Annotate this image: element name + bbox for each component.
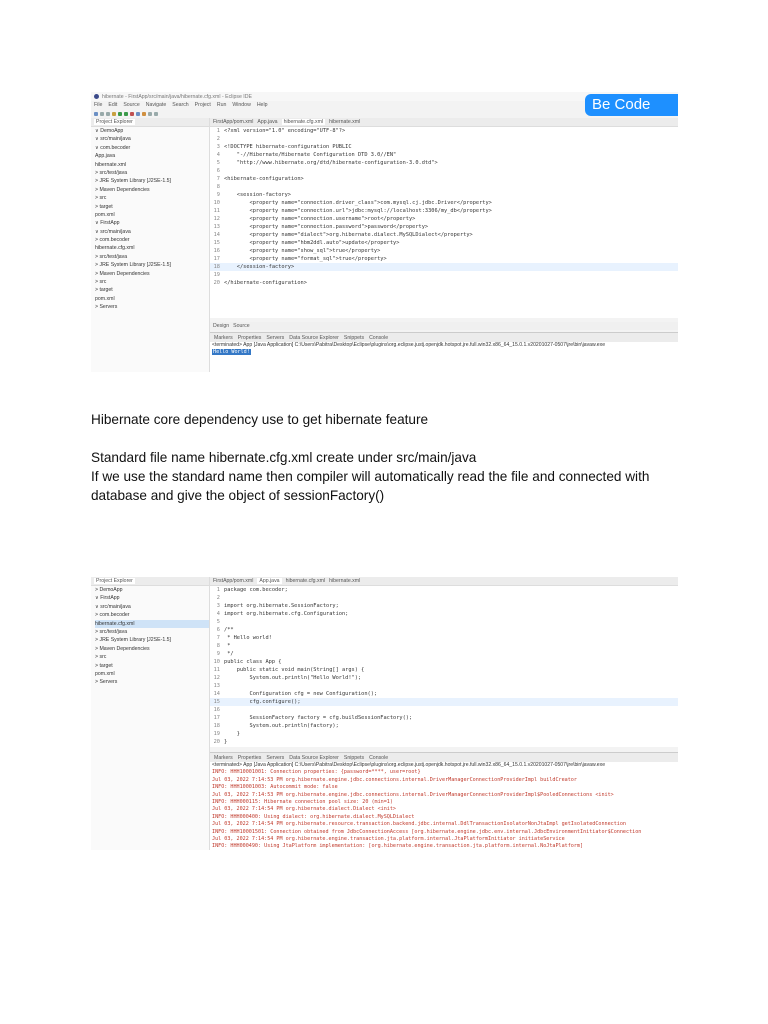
tree-item[interactable]: > target — [95, 203, 113, 210]
code-editor — [210, 577, 678, 747]
console-panel — [210, 332, 678, 372]
menu-navigate[interactable]: Navigate — [145, 102, 167, 108]
tab-servers[interactable]: Servers — [266, 754, 285, 761]
tab-project-explorer[interactable]: Project Explorer — [96, 119, 133, 125]
tree-item[interactable]: ∨ FirstApp — [95, 595, 120, 602]
code-text: <!DOCTYPE hibernate-configuration PUBLIC — [224, 144, 352, 150]
code-text: cfg.configure(); — [224, 699, 301, 705]
code-line[interactable] — [210, 730, 678, 738]
code-line[interactable] — [210, 610, 678, 618]
code-text: <session-factory> — [224, 192, 291, 198]
tab-properties[interactable]: Properties — [237, 754, 262, 761]
code-text: package com.becoder; — [224, 587, 288, 593]
code-line[interactable] — [210, 690, 678, 698]
save-icon[interactable] — [100, 112, 104, 116]
code-line[interactable] — [210, 279, 678, 287]
code-text: </session-factory> — [224, 264, 295, 270]
project-explorer-tabbar — [91, 118, 209, 127]
code-text: <property name="connection.url">jdbc:mysql://localhost:3306/my_db</property> — [224, 208, 492, 214]
console-line: INFO: HHH000400: Using dialect: org.hibernate.dialect.MySQLDialect — [212, 813, 415, 820]
tree-item[interactable]: > target — [95, 662, 113, 669]
tree-item[interactable]: > com.becoder — [95, 237, 130, 244]
search-icon[interactable] — [136, 112, 140, 116]
code-text: /** — [224, 627, 234, 633]
console-line: INFO: HHH000115: Hibernate connection pool size: 20 (min=1) — [212, 798, 393, 805]
editor-tab-active[interactable]: hibernate.cfg.xml — [283, 119, 324, 125]
tree-item[interactable]: ∨ src/main/java — [95, 228, 131, 235]
code-area[interactable] — [210, 127, 678, 287]
code-editor — [210, 118, 678, 318]
console-output — [210, 349, 678, 356]
code-area[interactable] — [210, 586, 678, 746]
line-number: 18 — [213, 723, 220, 729]
line-number: 12 — [213, 675, 220, 681]
editor-tabbar — [210, 577, 678, 586]
line-number: 1 — [216, 587, 220, 593]
tree-item[interactable]: > src — [95, 654, 107, 661]
design-source-tabs — [210, 322, 678, 330]
code-line[interactable] — [210, 247, 678, 255]
code-text: <property name="show_sql">true</property> — [224, 248, 381, 254]
run-icon[interactable] — [124, 112, 128, 116]
back-icon[interactable] — [148, 112, 152, 116]
code-text: <hibernate-configuration> — [224, 176, 304, 182]
menu-edit[interactable]: Edit — [108, 102, 118, 108]
tree-item[interactable]: ∨ com.becoder — [95, 144, 131, 151]
eclipse-screenshot-xml-config — [91, 92, 678, 372]
code-line[interactable] — [210, 183, 678, 191]
project-explorer — [91, 577, 210, 850]
editor-tab[interactable]: FirstApp/pom.xml — [213, 119, 254, 125]
console-line: INFO: HHH000490: Using JtaPlatform implementation: [org.hibernate.engine.transaction.jta.platform.internal.NoJtaPlatform] — [212, 843, 584, 850]
tree-item[interactable]: > src/test/java — [95, 253, 128, 260]
tab-source[interactable]: Source — [233, 323, 250, 329]
code-line[interactable] — [210, 682, 678, 690]
code-line[interactable] — [210, 143, 678, 151]
code-line[interactable] — [210, 127, 678, 135]
tree-item[interactable]: > com.becoder — [95, 612, 130, 619]
tree-item[interactable]: > JRE System Library [J2SE-1.5] — [95, 262, 171, 269]
code-line[interactable] — [210, 714, 678, 722]
tree-item[interactable]: > DemoApp — [95, 587, 123, 593]
line-number: 20 — [213, 739, 220, 745]
code-line[interactable] — [210, 586, 678, 594]
code-line[interactable] — [210, 191, 678, 199]
tree-item[interactable]: ∨ src/main/java — [95, 603, 131, 610]
code-line[interactable] — [210, 215, 678, 223]
tree-item-selected[interactable]: hibernate.cfg.xml — [95, 620, 209, 628]
code-line[interactable] — [210, 167, 678, 175]
line-number: 11 — [213, 208, 220, 214]
line-number: 2 — [216, 595, 220, 601]
editor-tab[interactable]: FirstApp/pom.xml — [213, 578, 254, 584]
console-line: Jul 03, 2022 7:14:54 PM org.hibernate.engine.transaction.jta.platform.internal.JtaPlatformInitiator initiateService — [212, 835, 565, 842]
line-number: 17 — [213, 715, 220, 721]
tree-item[interactable]: > src — [95, 279, 107, 286]
line-number: 16 — [213, 707, 220, 713]
code-text: * — [224, 643, 231, 649]
code-line[interactable] — [210, 255, 678, 263]
editor-tab[interactable]: hibernate.cfg.xml — [285, 578, 326, 584]
tab-design[interactable]: Design — [213, 323, 230, 329]
code-text: public class App { — [224, 659, 282, 665]
tree-item[interactable]: > src — [95, 195, 107, 202]
code-text: */ — [224, 651, 234, 657]
code-line[interactable] — [210, 199, 678, 207]
code-text: <property name="connection.driver_class">com.mysql.cj.jdbc.Driver</property> — [224, 200, 492, 206]
code-text: * Hello world! — [224, 635, 272, 641]
eclipse-screenshot-app-java — [91, 577, 678, 850]
code-text: public static void main(String[] args) { — [224, 667, 365, 673]
tab-snippets[interactable]: Snippets — [343, 754, 365, 761]
console-line: INFO: HHH10001001: Connection properties: {password=****, user=root} — [212, 769, 421, 776]
line-number: 13 — [213, 683, 220, 689]
tree-item[interactable]: pom.xml — [95, 211, 115, 218]
code-line[interactable] — [210, 626, 678, 634]
line-number: 19 — [213, 272, 220, 278]
line-number: 5 — [216, 160, 220, 166]
tree-item[interactable]: > Servers — [95, 304, 118, 311]
code-line[interactable] — [210, 223, 678, 231]
line-number: 14 — [213, 691, 220, 697]
code-line[interactable] — [210, 738, 678, 746]
console-tabbar — [210, 333, 678, 342]
code-line[interactable] — [210, 666, 678, 674]
tree-item[interactable]: > Servers — [95, 679, 118, 686]
console-terminated-line: <terminated> App [Java Application] C:\Users\Pabitra\Desktop\Eclipse\plugins\org.eclipse.justj.openjdk.hotspot.jre.full.win32.x86_64_15.0.1.v20201027-0507\jre\bin\javaw.exe — [212, 342, 606, 348]
line-number: 12 — [213, 216, 220, 222]
line-number: 13 — [213, 224, 220, 230]
tree-item[interactable]: > Maven Dependencies — [95, 270, 150, 277]
tree-item[interactable]: pom.xml — [95, 670, 115, 677]
menu-search[interactable]: Search — [172, 102, 189, 108]
code-line[interactable] — [210, 602, 678, 610]
line-number: 14 — [213, 232, 220, 238]
code-text: <property name="dialect">org.hibernate.dialect.MySQLDialect</property> — [224, 232, 473, 238]
code-text: <property name="format_sql">true</property> — [224, 256, 387, 262]
line-number: 20 — [213, 280, 220, 286]
code-line[interactable] — [210, 674, 678, 682]
console-log — [210, 769, 678, 850]
code-text: System.out.println("Hello World!"); — [224, 675, 362, 681]
editor-tab-active[interactable]: App.java — [259, 578, 280, 584]
line-number: 15 — [213, 240, 220, 246]
note-line-3: If we use the standard name then compiler will automatically read the file and connected with — [91, 469, 650, 484]
code-line[interactable] — [210, 634, 678, 642]
code-line[interactable] — [210, 207, 678, 215]
tree-item[interactable]: > target — [95, 287, 113, 294]
project-tree — [91, 586, 209, 687]
eclipse-icon — [94, 94, 99, 99]
code-line[interactable] — [210, 594, 678, 602]
code-line[interactable] — [210, 231, 678, 239]
code-line[interactable] — [210, 658, 678, 666]
line-number: 1 — [216, 128, 220, 134]
code-line[interactable] — [210, 650, 678, 658]
code-text: SessionFactory factory = cfg.buildSessionFactory(); — [224, 715, 413, 721]
line-number: 5 — [216, 619, 220, 625]
console-line: Jul 03, 2022 7:14:53 PM org.hibernate.engine.jdbc.connections.internal.DriverManagerConnectionProviderImpl buildCreator — [212, 776, 577, 783]
line-number: 8 — [216, 184, 220, 190]
code-line[interactable] — [210, 271, 678, 279]
line-number: 17 — [213, 256, 220, 262]
tree-item[interactable]: ∨ DemoApp — [95, 128, 124, 134]
code-text: <property name="hbm2ddl.auto">update</property> — [224, 240, 400, 246]
window-title-text: hibernate - FirstApp/src/main/java/hibernate.cfg.xml - Eclipse IDE — [102, 93, 252, 100]
line-number: 4 — [216, 611, 220, 617]
tree-item[interactable]: ∨ src/main/java — [95, 136, 131, 143]
code-line[interactable] — [210, 698, 678, 706]
code-text: import org.hibernate.SessionFactory; — [224, 603, 339, 609]
editor-tab[interactable]: hibernate.xml — [329, 578, 361, 584]
editor-tabbar — [210, 118, 678, 127]
console-line: Jul 03, 2022 7:14:53 PM org.hibernate.engine.jdbc.connections.internal.DriverManagerConnectionProviderImpl$PooledConnections <init> — [212, 791, 614, 798]
console-tabbar — [210, 753, 678, 762]
code-line[interactable] — [210, 722, 678, 730]
line-number: 19 — [213, 731, 220, 737]
editor-tab[interactable]: hibernate.xml — [329, 119, 361, 125]
code-text: "-//Hibernate/Hibernate Configuration DTD 3.0//EN" — [224, 152, 397, 158]
save-all-icon[interactable] — [106, 112, 110, 116]
menu-project[interactable]: Project — [194, 102, 211, 108]
line-number: 16 — [213, 248, 220, 254]
console-line: INFO: HHH10001501: Connection obtained from JdbcConnectionAccess [org.hibernate.engine.jdbc.env.internal.JdbcEnvironmentInitiator$Connection — [212, 828, 642, 835]
console-line: INFO: HHH10001003: Autocommit mode: false — [212, 784, 338, 791]
debug-icon[interactable] — [118, 112, 122, 116]
console-output-text: Hello World! — [213, 349, 250, 356]
editor-tab[interactable]: App.java — [257, 119, 278, 125]
console-terminated-line: <terminated> App [Java Application] C:\Users\Pabitra\Desktop\Eclipse\plugins\org.eclipse.justj.openjdk.hotspot.jre.full.win32.x86_64_15.0.1.v20201027-0507\jre\bin\javaw.exe — [212, 762, 606, 768]
project-explorer-tabbar — [91, 577, 209, 586]
line-number: 3 — [216, 144, 220, 150]
tree-item[interactable]: > src/test/java — [95, 628, 128, 635]
build-icon[interactable] — [112, 112, 116, 116]
open-type-icon[interactable] — [142, 112, 146, 116]
tab-markers[interactable]: Markers — [214, 334, 233, 341]
channel-banner: Be Code — [585, 94, 678, 116]
code-text: import org.hibernate.cfg.Configuration; — [224, 611, 349, 617]
code-line[interactable] — [210, 151, 678, 159]
tree-item[interactable]: > JRE System Library [J2SE-1.5] — [95, 178, 171, 185]
tree-item[interactable]: hibernate.xml — [95, 161, 127, 168]
console-panel — [210, 752, 678, 850]
tab-markers[interactable]: Markers — [214, 754, 233, 761]
tree-item[interactable]: ∨ FirstApp — [95, 220, 120, 227]
code-text: "http://www.hibernate.org/dtd/hibernate-configuration-3.0.dtd"> — [224, 160, 438, 166]
tree-item[interactable]: pom.xml — [95, 295, 115, 302]
stop-icon[interactable] — [130, 112, 134, 116]
console-line: Jul 03, 2022 7:14:54 PM org.hibernate.resource.transaction.backend.jdbc.internal.DdlTransactionIsolatorNonJtaImpl getIsolatedConnection — [212, 821, 627, 828]
code-text: } — [224, 739, 228, 745]
code-line[interactable] — [210, 263, 678, 271]
tab-project-explorer[interactable]: Project Explorer — [96, 578, 133, 584]
line-number: 11 — [213, 667, 220, 673]
line-number: 6 — [216, 627, 220, 633]
tree-item[interactable]: App.java — [95, 153, 116, 160]
tree-item[interactable]: > JRE System Library [J2SE-1.5] — [95, 637, 171, 644]
line-number: 9 — [216, 651, 220, 657]
line-number: 9 — [216, 192, 220, 198]
note-line-4: database and give the object of sessionFactory() — [91, 488, 385, 503]
line-number: 7 — [216, 635, 220, 641]
code-text: <property name="connection.password">password</property> — [224, 224, 429, 230]
line-number: 2 — [216, 136, 220, 142]
tree-item[interactable]: > Maven Dependencies — [95, 645, 150, 652]
tab-console[interactable]: Console — [369, 334, 389, 341]
code-line[interactable] — [210, 642, 678, 650]
project-explorer — [91, 118, 210, 372]
code-line[interactable] — [210, 159, 678, 167]
line-number: 8 — [216, 643, 220, 649]
tab-snippets[interactable]: Snippets — [343, 334, 365, 341]
code-text: System.out.println(factory); — [224, 723, 339, 729]
menu-run[interactable]: Run — [216, 102, 227, 108]
code-line[interactable] — [210, 175, 678, 183]
code-line[interactable] — [210, 706, 678, 714]
line-number: 10 — [213, 200, 220, 206]
line-number: 18 — [213, 264, 220, 270]
code-text: <?xml version="1.0" encoding="UTF-8"?> — [224, 128, 346, 134]
tree-item[interactable]: > src/test/java — [95, 169, 128, 176]
line-number: 10 — [213, 659, 220, 665]
code-text: <property name="connection.username">root</property> — [224, 216, 416, 222]
line-number: 7 — [216, 176, 220, 182]
new-icon[interactable] — [94, 112, 98, 116]
tab-properties[interactable]: Properties — [237, 334, 262, 341]
menu-window[interactable]: Window — [232, 102, 251, 108]
code-text: </hibernate-configuration> — [224, 280, 307, 286]
code-line[interactable] — [210, 618, 678, 626]
code-text: Configuration cfg = new Configuration(); — [224, 691, 378, 697]
line-number: 6 — [216, 168, 220, 174]
code-line[interactable] — [210, 239, 678, 247]
tab-data-source-explorer[interactable]: Data Source Explorer — [289, 754, 339, 761]
tree-item[interactable]: > Maven Dependencies — [95, 186, 150, 193]
tree-item[interactable]: hibernate.cfg.xml — [95, 245, 135, 252]
code-line[interactable] — [210, 135, 678, 143]
menu-source[interactable]: Source — [123, 102, 140, 108]
line-number: 3 — [216, 603, 220, 609]
line-number: 4 — [216, 152, 220, 158]
tab-servers[interactable]: Servers — [266, 334, 285, 341]
tab-console[interactable]: Console — [369, 754, 389, 761]
tab-data-source-explorer[interactable]: Data Source Explorer — [289, 334, 339, 341]
note-line-2: Standard file name hibernate.cfg.xml create under src/main/java — [91, 450, 477, 465]
forward-icon[interactable] — [154, 112, 158, 116]
menu-help[interactable]: Help — [256, 102, 268, 108]
note-line-1: Hibernate core dependency use to get hibernate feature — [91, 412, 429, 427]
code-text: } — [224, 731, 240, 737]
line-number: 15 — [213, 699, 220, 705]
project-tree — [91, 127, 209, 312]
menu-file[interactable]: File — [94, 102, 103, 108]
console-line: Jul 03, 2022 7:14:54 PM org.hibernate.dialect.Dialect <init> — [212, 806, 397, 813]
